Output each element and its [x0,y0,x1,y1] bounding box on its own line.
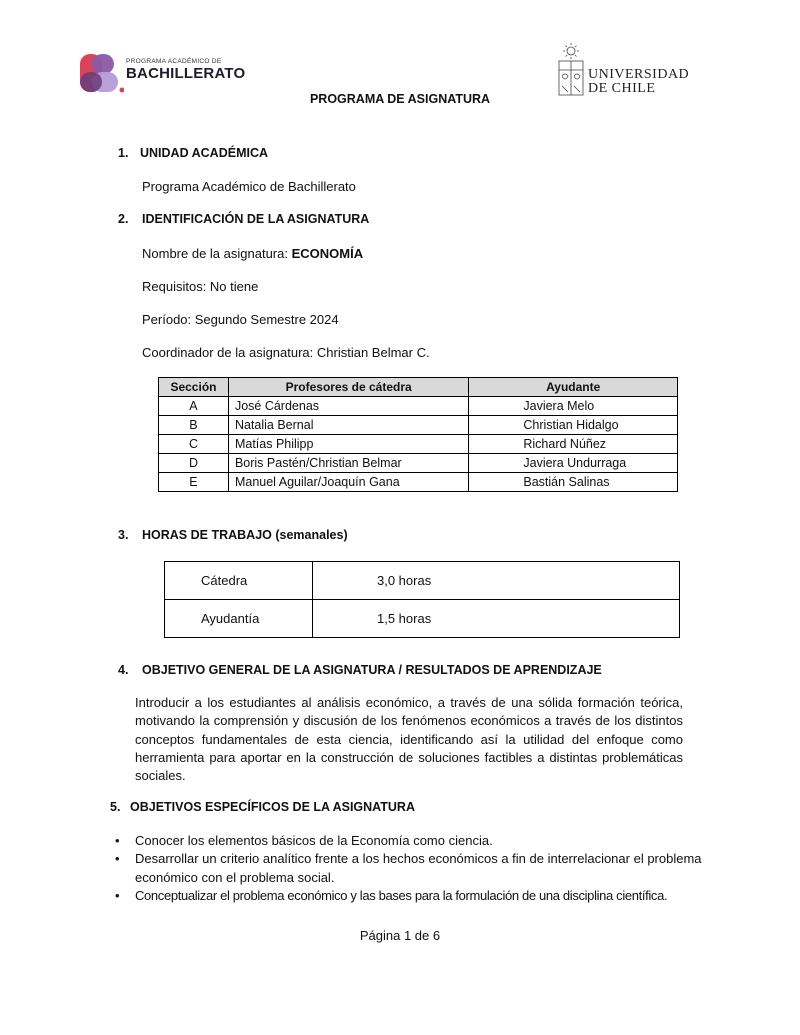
table-cell-assistant: Christian Hidalgo [469,416,678,435]
section-4-title: OBJETIVO GENERAL DE LA ASIGNATURA / RESULTADOS DE APRENDIZAJE [142,663,602,677]
section-2-title: IDENTIFICACIÓN DE LA ASIGNATURA [142,212,370,226]
table-cell-assistant: Bastián Salinas [469,473,678,492]
table-cell-assistant: Javiera Melo [469,397,678,416]
hours-table [164,561,680,638]
table-cell-professor: José Cárdenas [228,397,468,416]
section-3-heading [142,528,348,542]
bullet-icon: • [115,833,120,848]
table-cell-section: A [159,397,229,416]
bachillerato-logo [80,52,250,96]
table-cell-assistant: Richard Núñez [469,435,678,454]
table-cell-section: D [159,454,229,473]
table-row [165,562,680,600]
section-4-number: 4. [118,663,129,677]
table-cell-professor: Manuel Aguilar/Joaquín Gana [228,473,468,492]
bullet-icon: • [115,887,120,903]
section-1-number: 1. [118,146,129,160]
bachillerato-logo-mark [80,52,124,96]
hours-value-cell: 1,5 horas [313,600,680,638]
table-cell-section: C [159,435,229,454]
universidad-de-chile-logo [556,42,696,98]
table-row [159,416,678,435]
specific-objectives-list [115,832,705,905]
university-name-line2: DE CHILE [588,81,656,96]
course-name-line [142,246,363,261]
table-cell-professor: Boris Pastén/Christian Belmar [228,454,468,473]
table-cell-section: B [159,416,229,435]
logo-small-text: PROGRAMA ACADÉMICO DE [126,58,222,65]
section-2-number: 2. [118,212,129,226]
hours-label-cell: Cátedra [165,562,313,600]
general-objective-paragraph: Introducir a los estudiantes al análisis económico, a través de una sólida formación teórica, motivando la comprensión y discusión de los fenómenos económicos a través de los distintos conceptos fundamentales de esta ciencia, identificando así la utilidad del enfoque como herramienta para aportar en la construcción de soluciones factibles a distintas problemáticas sociales. [135,695,683,784]
section-3-title-suffix: (semanales) [271,528,348,542]
list-item-text: Conceptualizar el problema económico y las bases para la formulación de una disciplina científica. [135,887,668,903]
section-1-title: UNIDAD ACADÉMICA [140,146,269,160]
table-cell-professor: Natalia Bernal [228,416,468,435]
section-5-number: 5. [110,800,121,814]
bullet-icon: • [115,851,120,867]
table-header-cell: Sección [159,378,229,397]
list-item-text: Desarrollar un criterio analítico frente a los hechos económicos a fin de interrelacionar el problema económico con el problema social. [135,851,702,885]
table-row [165,600,680,638]
section-1-content: Programa Académico de Bachillerato [142,179,356,194]
table-row [159,435,678,454]
table-cell-section: E [159,473,229,492]
document-title: PROGRAMA DE ASIGNATURA [309,92,491,106]
table-row [159,473,678,492]
university-name-line1: UNIVERSIDAD [588,67,690,82]
table-cell-assistant: Javiera Undurraga [469,454,678,473]
hours-value-cell: 3,0 horas [313,562,680,600]
table-row [159,397,678,416]
table-row [159,454,678,473]
hours-label-cell: Ayudantía [165,600,313,638]
list-item [115,887,705,905]
list-item [115,850,705,887]
requisitos-line: Requisitos: No tiene [142,279,259,294]
section-3-title: HORAS DE TRABAJO [142,528,272,542]
logo-big-text: BACHILLERATO [126,65,246,82]
page-number: Página 1 de 6 [359,928,441,943]
table-header-cell: Profesores de cátedra [228,378,468,397]
list-item [115,832,705,850]
section-5-title: OBJETIVOS ESPECÍFICOS DE LA ASIGNATURA [130,800,415,814]
sections-table [158,377,678,492]
coordinador-line: Coordinador de la asignatura: Christian Belmar C. [142,345,430,360]
periodo-line: Período: Segundo Semestre 2024 [142,312,339,327]
table-header-cell: Ayudante [469,378,678,397]
course-name-label: Nombre de la asignatura: [142,246,292,261]
section-3-number: 3. [118,528,129,542]
university-crest-icon [556,42,586,98]
table-cell-professor: Matías Philipp [228,435,468,454]
table-header-row [159,378,678,397]
course-name-value: ECONOMÍA [291,246,364,261]
list-item-text: Conocer los elementos básicos de la Economía como ciencia. [135,833,493,848]
